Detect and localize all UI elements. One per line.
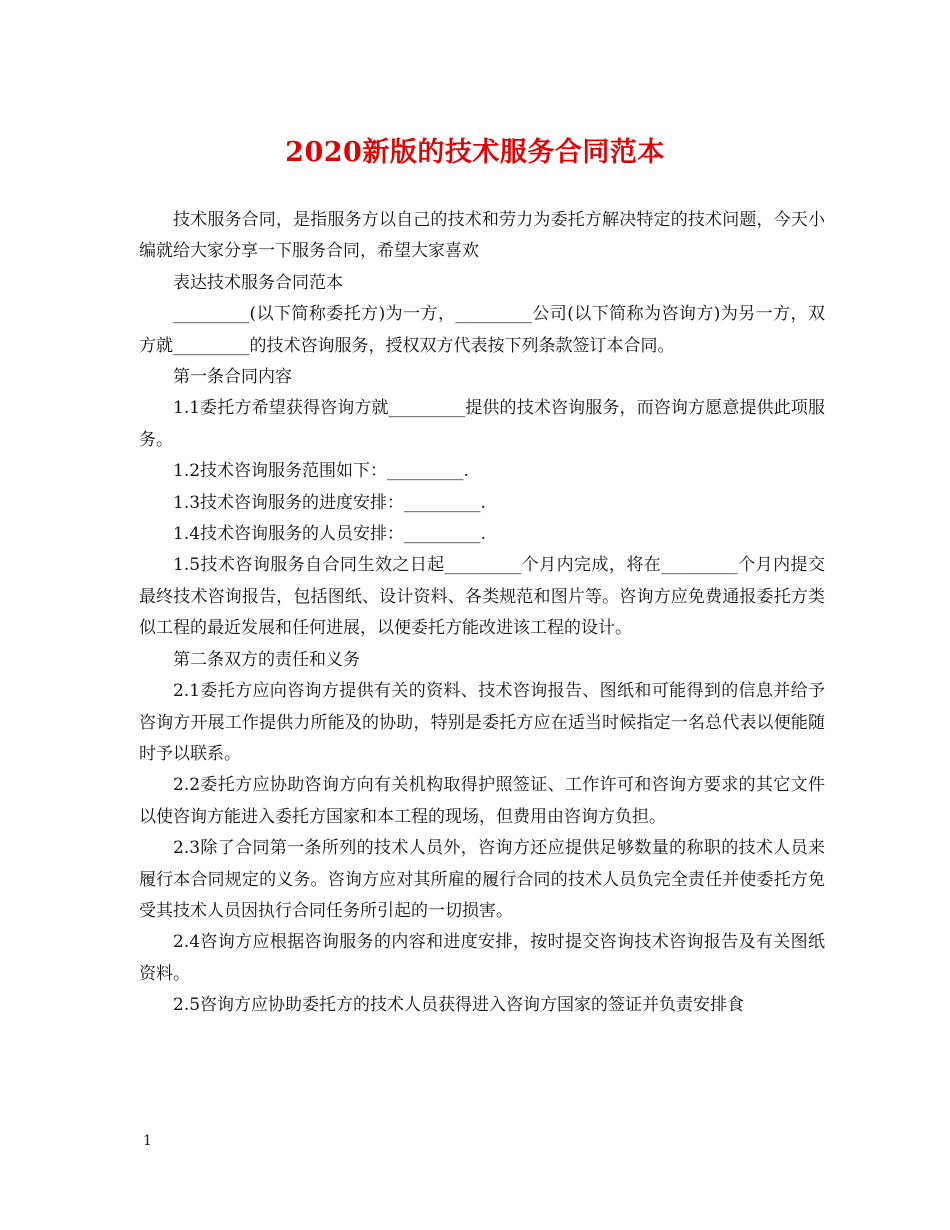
clause-2-2: 2.2委托方应协助咨询方向有关机构取得护照签证、工作许可和咨询方要求的其它文件以使咨询方能进入委托方国家和本工程的现场，但费用由咨询方负担。 <box>139 775 825 827</box>
clause-1-1: 1.1委托方希望获得咨询方就_________提供的技术咨询服务，而咨询方愿意提供此项服务。 <box>139 398 825 450</box>
clause-2-5: 2.5咨询方应协助委托方的技术人员获得进入咨询方国家的签证并负责安排食 <box>173 995 745 1016</box>
clause-2-3: 2.3除了合同第一条所列的技术人员外，咨询方还应提供足够数量的称职的技术人员来履行本合同规定的义务。咨询方应对其所雇的履行合同的技术人员负完全责任并使委托方免受其技术人员因执行合同任务所引起的一切损害。 <box>139 838 825 921</box>
article-1-heading: 第一条合同内容 <box>173 367 292 388</box>
clause-2-1: 2.1委托方应向咨询方提供有关的资料、技术咨询报告、图纸和可能得到的信息并给予咨询方开展工作提供力所能及的协助，特别是委托方应在适当时候指定一名总代表以便能随时予以联系。 <box>139 681 825 764</box>
document-body <box>139 205 825 1022</box>
parties-paragraph: _________(以下简称委托方)为一方，_________公司(以下简称为咨询方)为另一方，双方就_________的技术咨询服务，授权双方代表按下列条款签订本合同。 <box>139 304 825 356</box>
clause-1-4: 1.4技术咨询服务的人员安排：_________. <box>173 524 486 545</box>
clause-2-4: 2.4咨询方应根据咨询服务的内容和进度安排，按时提交咨询技术咨询报告及有关图纸资料。 <box>139 932 825 984</box>
page-number: 1 <box>143 1133 152 1149</box>
intro-paragraph: 技术服务合同，是指服务方以自己的技术和劳力为委托方解决特定的技术问题，今天小编就给大家分享一下服务合同，希望大家喜欢 <box>139 210 825 262</box>
clause-1-2: 1.2技术咨询服务范围如下：_________. <box>173 461 469 482</box>
article-2-heading: 第二条双方的责任和义务 <box>173 649 360 670</box>
clause-1-5: 1.5技术咨询服务自合同生效之日起_________个月内完成，将在_________个月内提交最终技术咨询报告，包括图纸、设计资料、各类规范和图片等。咨询方应免费通报委托方类似工程的最近发展和任何进展，以便委托方能改进该工程的设计。 <box>139 555 825 639</box>
document-title: 2020新版的技术服务合同范本 <box>285 137 665 168</box>
clause-1-3: 1.3技术咨询服务的进度安排：_________. <box>173 492 486 513</box>
section-heading-template: 表达技术服务合同范本 <box>173 272 343 293</box>
